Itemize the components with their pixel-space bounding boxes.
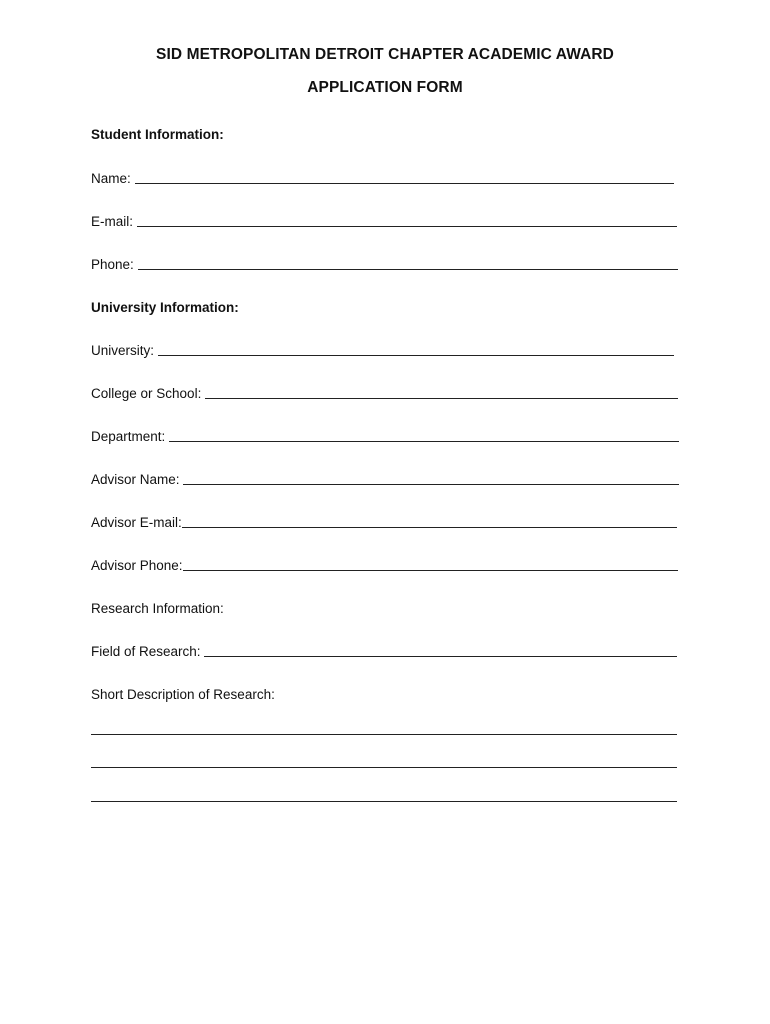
advisor-name-blank[interactable] [183, 483, 679, 485]
advisor-phone-blank[interactable] [183, 569, 678, 571]
research-field-blank[interactable] [204, 655, 677, 657]
name-blank[interactable] [135, 182, 674, 184]
research-description-label: Short Description of Research: [91, 687, 275, 702]
phone-blank[interactable] [138, 268, 678, 270]
email-blank[interactable] [137, 225, 677, 227]
department-blank[interactable] [169, 440, 679, 442]
phone-label: Phone: [91, 257, 138, 272]
email-field[interactable] [91, 214, 677, 229]
research-field-field[interactable] [91, 644, 677, 659]
department-label: Department: [91, 429, 170, 444]
advisor-phone-label: Advisor Phone: [91, 558, 183, 573]
description-blank-line-2[interactable] [91, 767, 677, 768]
phone-field[interactable] [91, 257, 678, 272]
form-subtitle: APPLICATION FORM [307, 79, 463, 96]
advisor-email-label: Advisor E-mail: [91, 515, 182, 530]
department-field[interactable] [91, 429, 679, 444]
university-blank[interactable] [158, 354, 674, 356]
email-label: E-mail: [91, 214, 137, 229]
university-label: University: [91, 343, 158, 358]
university-field[interactable] [91, 343, 674, 358]
name-label: Name: [91, 171, 135, 186]
college-label: College or School: [91, 386, 206, 401]
advisor-phone-field[interactable] [91, 558, 678, 573]
advisor-name-label: Advisor Name: [91, 472, 184, 487]
college-field[interactable] [91, 386, 678, 401]
description-blank-line-3[interactable] [91, 801, 677, 802]
student-info-heading: Student Information: [91, 127, 224, 142]
form-title: SID METROPOLITAN DETROIT CHAPTER ACADEMIC AWARD [156, 46, 614, 63]
name-field[interactable] [91, 171, 674, 186]
university-info-heading: University Information: [91, 300, 239, 315]
advisor-email-field[interactable] [91, 515, 677, 530]
college-blank[interactable] [205, 397, 678, 399]
advisor-name-field[interactable] [91, 472, 679, 487]
advisor-email-blank[interactable] [182, 526, 677, 528]
research-field-label: Field of Research: [91, 644, 205, 659]
description-blank-line-1[interactable] [91, 734, 677, 735]
research-info-heading: Research Information: [91, 601, 224, 616]
